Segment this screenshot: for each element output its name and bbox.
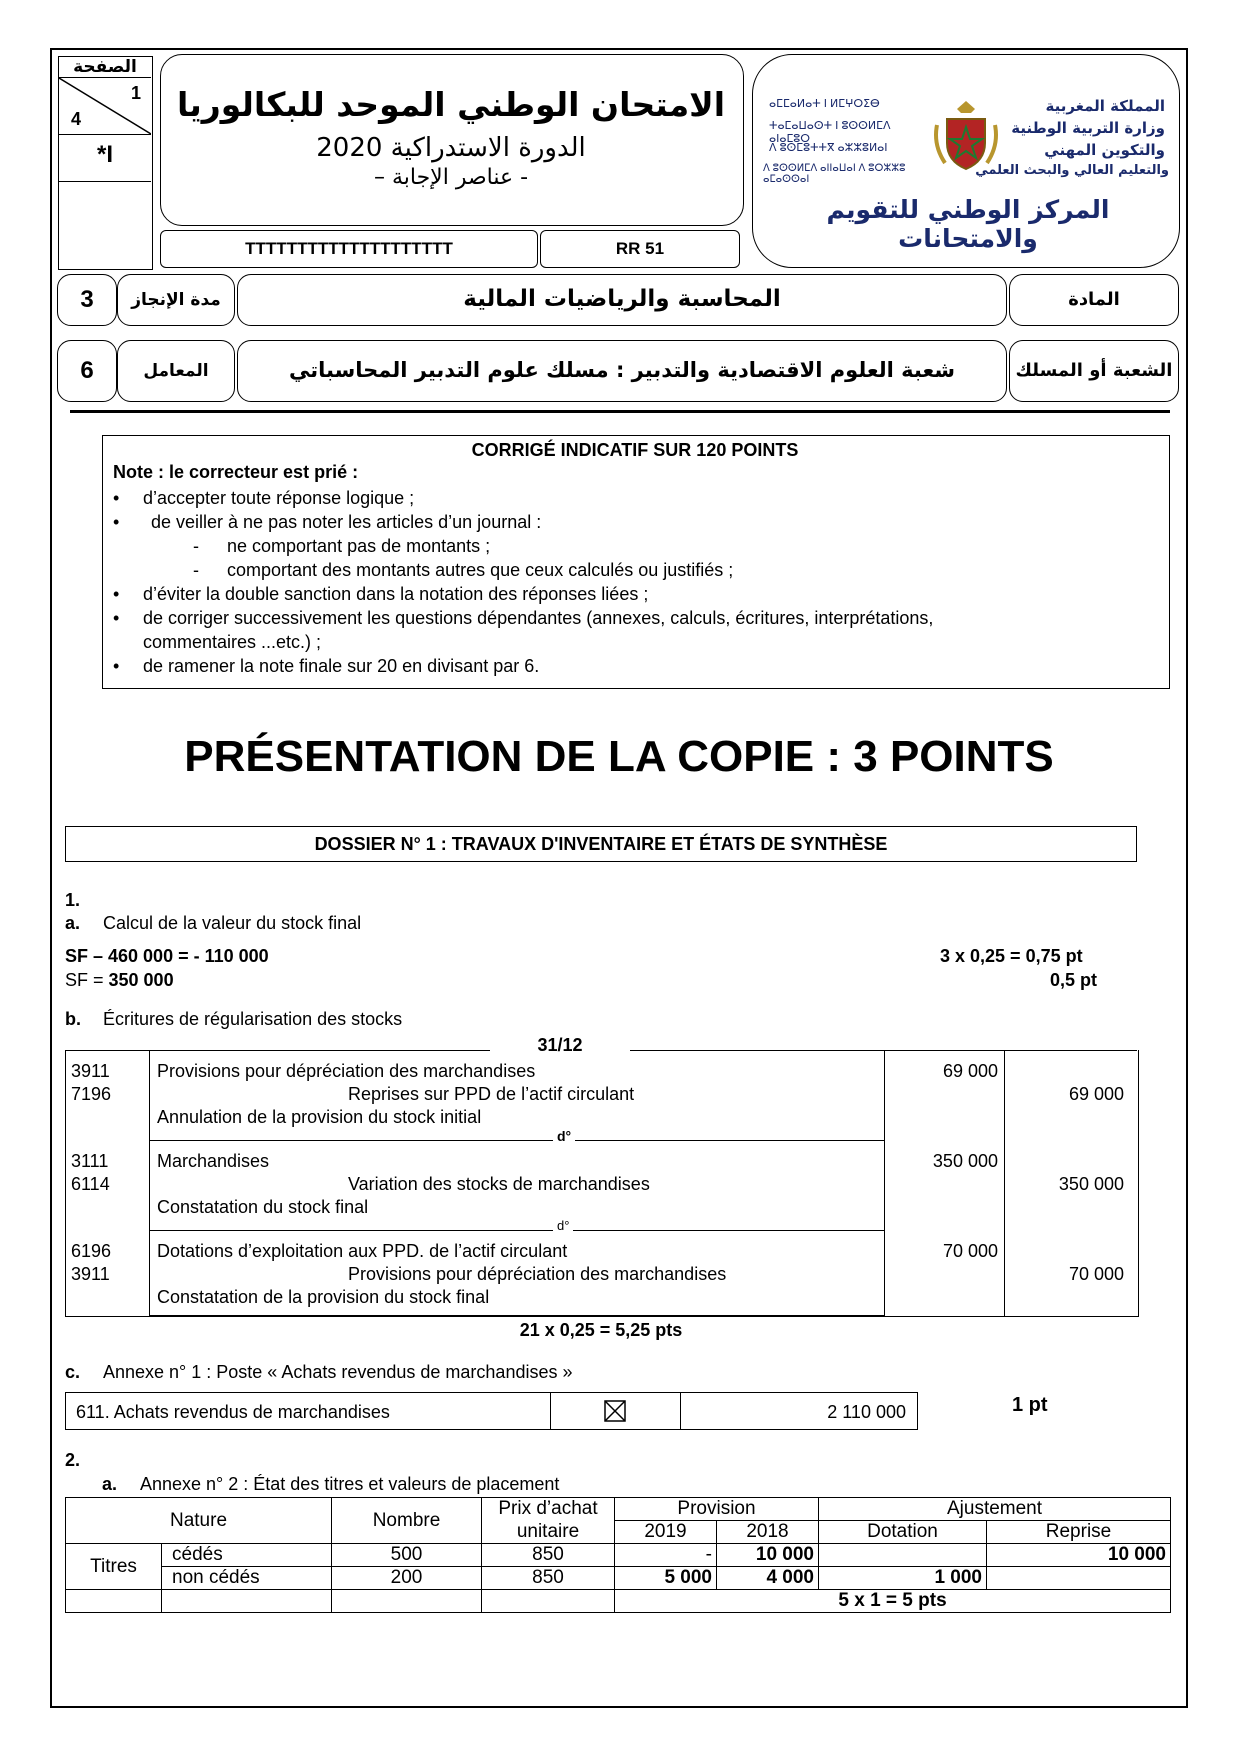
ministry-line1: وزارة التربية الوطنية — [1011, 119, 1165, 137]
note-bullet-5: • de ramener la note finale sur 20 en divisant par 6. — [113, 656, 540, 676]
page-num: 1 — [131, 83, 142, 103]
q1a-points-1: 3 x 0,25 = 0,75 pt — [940, 946, 1083, 966]
exam-title-box — [160, 54, 744, 226]
entry3-debit: 70 000 — [942, 1241, 998, 1261]
row1-prix: 850 — [482, 1544, 615, 1567]
center-name: المركز الوطني للتقويم والامتحانات — [826, 195, 1110, 253]
note-bullet-1: • d’accepter toute réponse logique ; — [113, 488, 415, 508]
subject-label: المادة — [1009, 274, 1179, 326]
subject-name: المحاسبة والرياضيات المالية — [237, 274, 1007, 326]
entry2-debit-label: Marchandises — [157, 1151, 270, 1171]
table-row — [66, 1567, 1171, 1590]
branch-label: الشعبة أو المسلك — [1009, 340, 1179, 402]
checked-box-icon — [604, 1400, 626, 1422]
entry1-debit: 69 000 — [942, 1061, 998, 1081]
annexe1-points: 1 pt — [1012, 1394, 1048, 1416]
entry3-acc-debit: 6196 — [71, 1241, 112, 1261]
row1-nature: cédés — [162, 1544, 332, 1567]
header-ajustement: Ajustement — [819, 1498, 1171, 1521]
coef-value: 6 — [57, 340, 117, 402]
ministry-line3: والتعليم العالي والبحث العلمي — [975, 163, 1169, 178]
header-prix-1: Prix d’achat — [482, 1498, 615, 1521]
exam-session: الدورة الاستدراكية 2020 — [316, 133, 586, 163]
correction-note — [102, 435, 1170, 689]
entry1-acc-credit: 7196 — [71, 1084, 112, 1104]
table-row — [66, 1544, 1171, 1567]
header-nature: Nature — [66, 1498, 332, 1544]
annexe1-heading: c. Annexe n° 1 : Poste « Achats revendus de marchandises » — [65, 1362, 573, 1382]
note-title: CORRIGÉ INDICATIF SUR 120 POINTS — [471, 440, 799, 460]
header-dotation: Dotation — [819, 1521, 987, 1544]
entry1-desc: Annulation de la provision du stock initial — [157, 1107, 482, 1127]
exam-subtitle: - عناصر الإجابة – — [373, 165, 529, 190]
entry1-credit: 69 000 — [1068, 1084, 1124, 1104]
page-total: 4 — [71, 109, 82, 129]
note-bullet-4: • de corriger successivement les questions dépendantes (annexes, calculs, écritures, interprétations, — [113, 608, 934, 628]
q1a-points-2: 0,5 pt — [1050, 970, 1098, 990]
entry2-acc-debit: 3111 — [71, 1151, 109, 1171]
tifinagh-line1: ⴰⵎⵎⴰⵍⴰⵜ ⵏ ⵍⵎⵖⵔⵉⴱ — [769, 98, 880, 110]
entry3-acc-credit: 3911 — [71, 1264, 110, 1284]
tifinagh-line3: ⴷ ⵓⵙⵎⵓⵜⵜⴳ ⴰⵣⵣⵓⵍⴰⵏ — [769, 142, 888, 154]
row2-nombre: 200 — [332, 1567, 482, 1590]
row2-2018: 4 000 — [717, 1567, 819, 1590]
tifinagh-line2: ⵜⴰⵎⴰⵡⴰⵙⵜ ⵏ ⵓⵙⵙⵍⵎⴷ ⴰⵏⴰⵎⵓⵔ — [769, 120, 891, 145]
entry1-debit-label: Provisions pour dépréciation des marchandises — [157, 1061, 536, 1081]
header-provision: Provision — [615, 1498, 819, 1521]
row1-reprise: 10 000 — [987, 1544, 1171, 1567]
q2a-heading: a. Annexe n° 2 : État des titres et valeurs de placement — [102, 1474, 560, 1494]
duration-value: 3 — [57, 274, 117, 326]
header-reprise: Reprise — [987, 1521, 1171, 1544]
note-bullet-4-cont: commentaires ...etc.) ; — [143, 632, 322, 652]
entry2-desc: Constatation du stock final — [157, 1197, 369, 1217]
header-prix-2: unitaire — [482, 1521, 615, 1544]
ministry-line2: والتكوين المهني — [1044, 141, 1165, 159]
q2-number: 2. — [65, 1450, 81, 1470]
annexe1-label: 611. Achats revendus de marchandises — [76, 1402, 390, 1422]
row2-prix: 850 — [482, 1567, 615, 1590]
row2-reprise — [987, 1567, 1171, 1590]
journal-points: 21 x 0,25 = 5,25 pts — [519, 1320, 683, 1340]
code-mark: *I — [96, 141, 113, 168]
entry2-debit: 350 000 — [932, 1151, 998, 1171]
row2-nature: non cédés — [162, 1567, 332, 1590]
q1a-label: a. Calcul de la valeur du stock final — [65, 913, 362, 933]
ditto-2: d° — [553, 1218, 573, 1233]
ministry-box — [752, 54, 1180, 268]
entry2-credit-label: Variation des stocks de marchandises — [348, 1174, 650, 1194]
entry1-acc-debit: 3911 — [71, 1061, 110, 1081]
dossier-title: DOSSIER N° 1 : TRAVAUX D'INVENTAIRE ET ÉTATS DE SYNTHÈSE — [65, 826, 1137, 862]
exam-title: الامتحان الوطني الموحد للبكالوريا — [176, 85, 726, 124]
row1-nombre: 500 — [332, 1544, 482, 1567]
page-label: الصفحة — [59, 57, 151, 78]
coef-label: المعامل — [117, 340, 235, 402]
entry3-debit-label: Dotations d’exploitation aux PPD. de l’actif circulant — [157, 1241, 568, 1261]
note-bullet-3: • d’éviter la double sanction dans la notation des réponses liées ; — [113, 584, 649, 604]
page-number-box — [58, 56, 153, 270]
row1-2018: 10 000 — [717, 1544, 819, 1567]
entry3-desc: Constatation de la provision du stock final — [157, 1287, 490, 1307]
header-2019: 2019 — [615, 1521, 717, 1544]
header-divider — [70, 410, 1170, 413]
kingdom-label: المملكة المغربية — [1045, 97, 1165, 115]
header-nombre: Nombre — [332, 1498, 482, 1544]
note-intro: Note : le correcteur est prié : — [113, 462, 359, 482]
entry3-credit: 70 000 — [1068, 1264, 1124, 1284]
tifinagh-line4: ⴷ ⵓⵙⵙⵍⵎⴷ ⴰⵏⵏⴰⵡⴰⵏ ⴷ ⵓⵔⵣⵣⵓ ⴰⵎⴰⵙⵙⴰⵏ — [763, 163, 906, 185]
header-2018: 2018 — [717, 1521, 819, 1544]
branch-name: شعبة العلوم الاقتصادية والتدبير : مسلك علوم التدبير المحاسباتي — [237, 340, 1007, 402]
table-points: 5 x 1 = 5 pts — [615, 1590, 1171, 1613]
q1a-result: SF = 350 000 — [65, 970, 174, 990]
entry2-credit: 350 000 — [1058, 1174, 1124, 1194]
entry3-credit-label: Provisions pour dépréciation des marchandises — [348, 1264, 727, 1284]
q1a-equation: SF – 460 000 = - 110 000 — [65, 946, 269, 966]
duration-label: مدة الإنجاز — [117, 274, 235, 326]
entry1-credit-label: Reprises sur PPD de l’actif circulant — [348, 1084, 635, 1104]
row2-2019: 5 000 — [615, 1567, 717, 1590]
row1-2019: - — [615, 1544, 717, 1567]
q1-number: 1. — [65, 890, 81, 910]
entry2-acc-credit: 6114 — [71, 1174, 110, 1194]
note-bullet-2: • de veiller à ne pas noter les articles d’un journal : — [113, 512, 542, 532]
note-sub-2: - comportant des montants autres que ceux calculés ou justifiés ; — [193, 560, 734, 580]
securities-table — [65, 1497, 1171, 1613]
code-bar: TTTTTTTTTTTTTTTTTTTT — [160, 230, 538, 268]
annexe1-amount: 2 110 000 — [827, 1402, 906, 1422]
row2-dotation: 1 000 — [819, 1567, 987, 1590]
presentation-heading: PRÉSENTATION DE LA COPIE : 3 POINTS — [184, 732, 1054, 781]
code-rr: RR 51 — [540, 230, 740, 268]
coat-of-arms-icon — [931, 95, 1001, 175]
journal-date: 31/12 — [537, 1035, 583, 1055]
row1-dotation — [819, 1544, 987, 1567]
note-sub-1: - ne comportant pas de montants ; — [193, 536, 491, 556]
ditto-1: d° — [553, 1128, 575, 1144]
titres-label: Titres — [66, 1544, 162, 1590]
q1b-label: b. Écritures de régularisation des stocks — [65, 1009, 403, 1029]
